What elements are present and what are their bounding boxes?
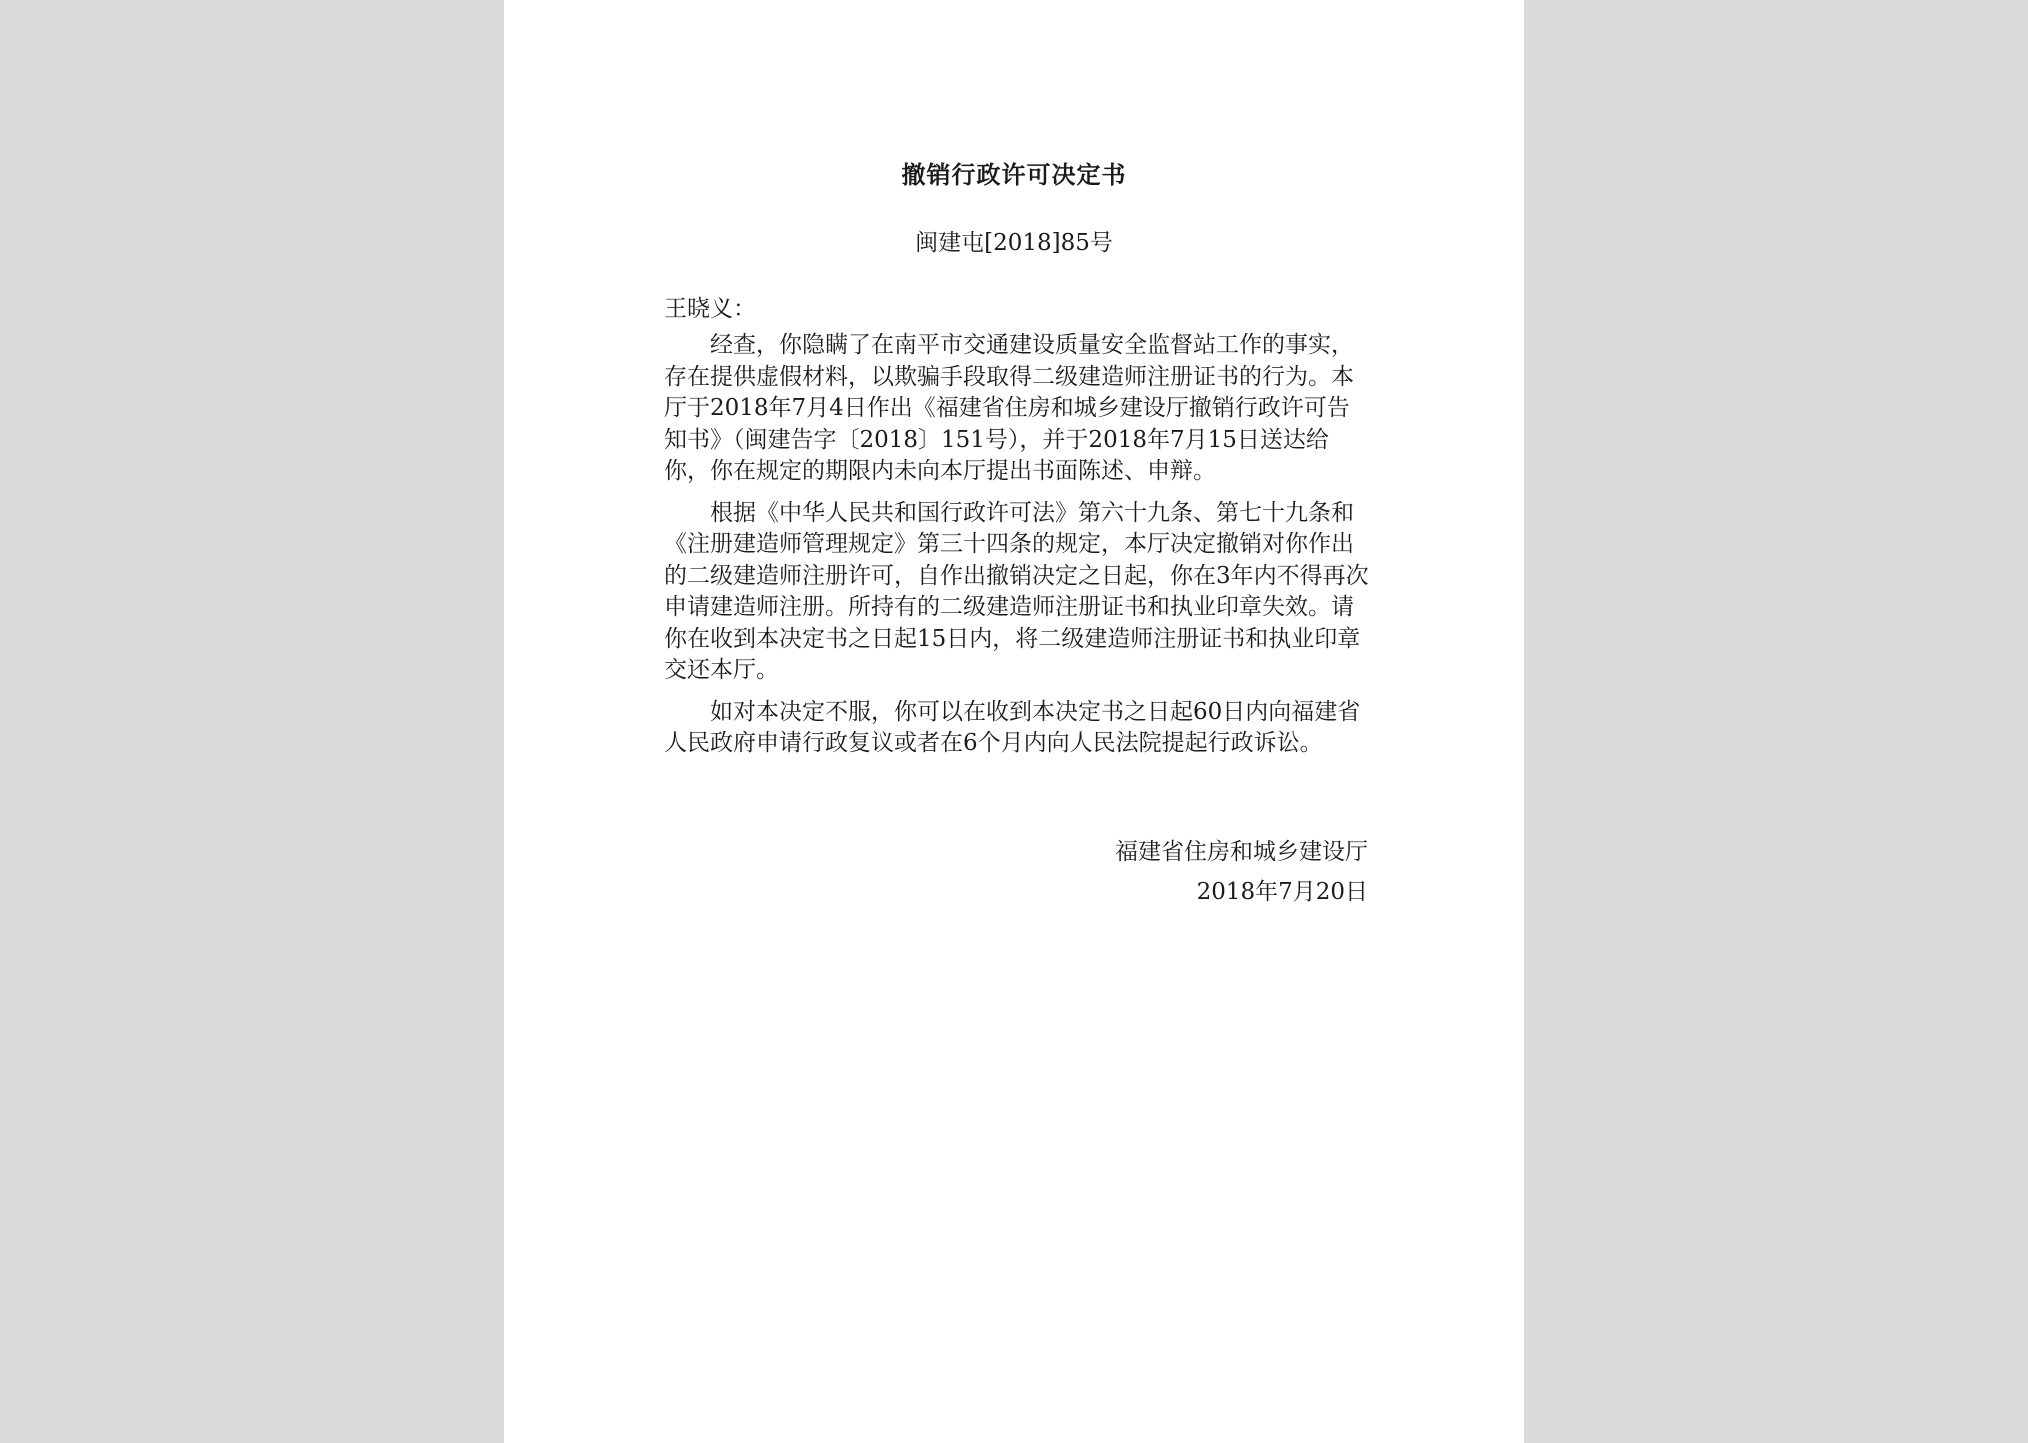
body-paragraph: 经查，你隐瞒了在南平市交通建设质量安全监督站工作的事实，存在提供虚假材料，以欺骗手段取得二级建造师注册证书的行为。本厅于2018年7月4日作出《福建省住房和城乡建设厅撤销行政许可告知书》（闽建告字〔2018〕151号），并于2018年7月15日送达给你，你在规定的期限内未向本厅提出书面陈述、申辩。 [664, 332, 1354, 484]
document-body [664, 330, 1370, 770]
document-number: 闽建屯[2018]85号 [915, 230, 1113, 256]
document-title: 撤销行政许可决定书 [901, 160, 1127, 189]
body-paragraph: 根据《中华人民共和国行政许可法》第六十九条、第七十九条和《注册建造师管理规定》第三十四条的规定，本厅决定撤销对你作出的二级建造师注册许可，自作出撤销决定之日起，你在3年内不得再次申请建造师注册。所持有的二级建造师注册证书和执业印章失效。请你在收到本决定书之日起15日内，将二级建造师注册证书和执业印章交还本厅。 [664, 499, 1369, 683]
issue-date: 2018年7月20日 [1196, 879, 1368, 905]
issuer-name: 福建省住房和城乡建设厅 [1115, 839, 1368, 865]
document-page [504, 0, 1524, 1443]
body-paragraph: 如对本决定不服，你可以在收到本决定书之日起60日内向福建省人民政府申请行政复议或者在6个月内向人民法院提起行政诉讼。 [664, 698, 1361, 756]
recipient-name: 王晓义： [664, 296, 756, 322]
